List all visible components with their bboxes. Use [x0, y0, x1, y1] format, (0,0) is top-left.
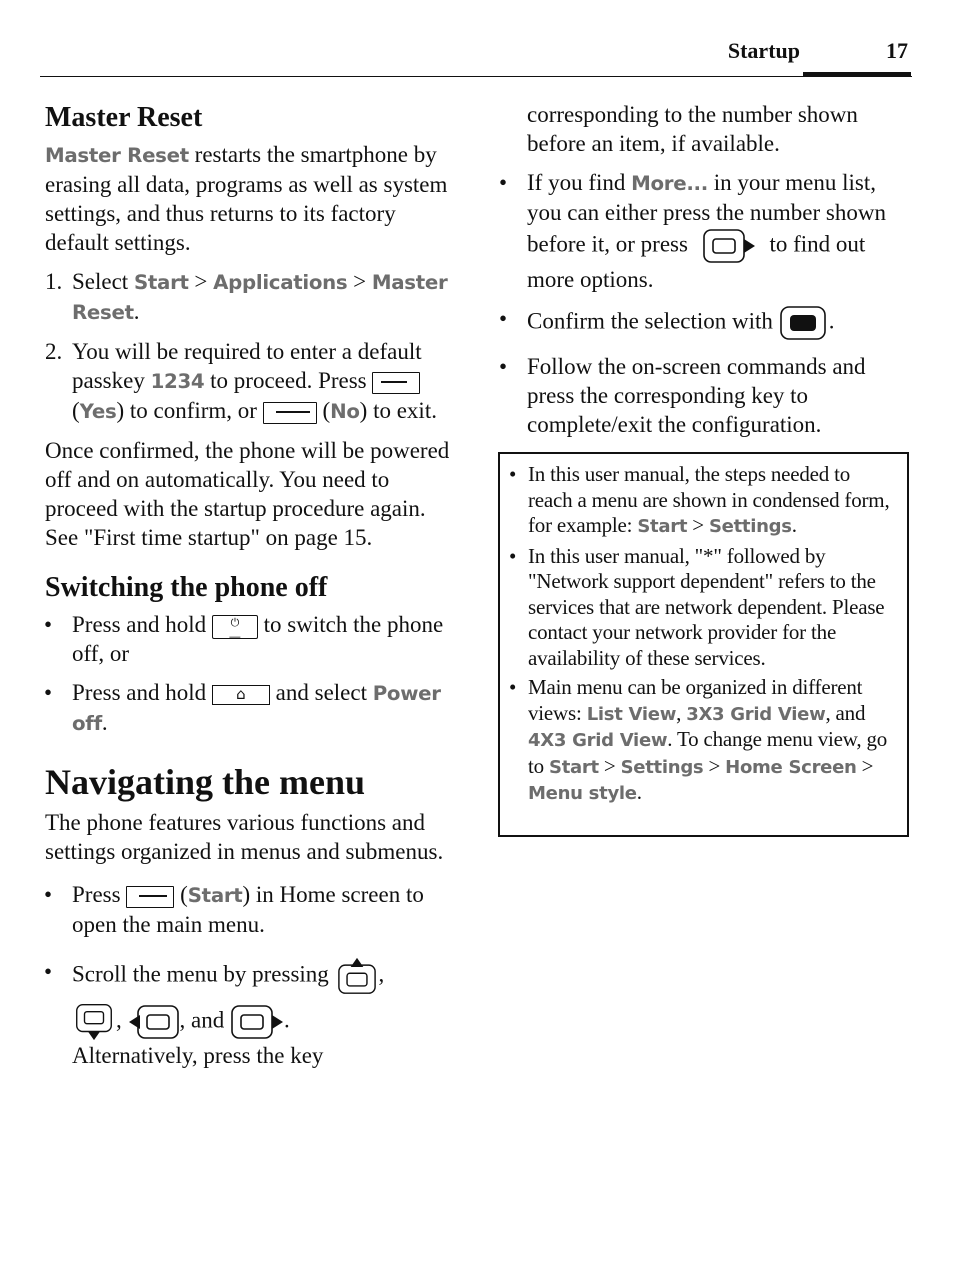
power-key-icon: ⏻ ―: [212, 615, 258, 639]
left-softkey-icon: [263, 402, 317, 424]
note-item-2: • In this user manual, "*" followed by "Network support dependent" refers to the services that are network dependent. Please contact your network provider for the availability of these services.: [509, 543, 885, 670]
note-item-3: • Main menu can be organized in different views: List View, 3X3 Grid View, and 4X3 Grid View. To change menu view, go to Start > Settings > Home Screen > Menu style.: [509, 675, 888, 804]
right-bullet-1: • If you find More... in your menu list, you can either press the number shown before it, or press to find out more options.: [499, 170, 886, 292]
header-tab-bar: [803, 72, 911, 77]
nav-right-key-icon: [230, 1003, 284, 1041]
page-number: 17: [886, 38, 908, 63]
master-reset-step-2: 2. You will be required to enter a default passkey 1234 to proceed. Press (Yes) to confirm, or (No) to exit.: [45, 339, 437, 423]
note-item-1: • In this user manual, the steps needed to reach a menu are shown in condensed form, for example: Start > Settings.: [509, 462, 890, 537]
switch-off-bullet-1: • Press and hold ⏻ ― to switch the phone off, or: [44, 612, 444, 666]
switch-off-bullet-2: • Press and hold ⌂ and select Power off.: [44, 680, 441, 735]
right-bullet-2: • Confirm the selection with .: [500, 304, 912, 342]
nav-right-key-icon: [702, 227, 756, 265]
ok-key-icon: [779, 304, 829, 342]
start-softkey-icon: [126, 886, 174, 908]
header-section-title: Startup: [727, 38, 800, 63]
right-bullet-3: • Follow the on-screen commands and press the corresponding key to complete/exit the configuration.: [499, 354, 866, 437]
header-rule: [40, 76, 912, 77]
nav-left-key-icon: [128, 1003, 180, 1041]
right-continuation-text: corresponding to the number shown before an item, if available.: [527, 102, 858, 156]
right-column: [499, 100, 912, 449]
switching-off-heading: Switching the phone off: [45, 572, 328, 603]
master-reset-step-1: 1. Select Start > Applications > Master Reset.: [45, 269, 448, 324]
right-softkey-icon: [372, 372, 420, 394]
nav-up-key-icon: [335, 957, 379, 995]
master-reset-heading: Master Reset: [45, 102, 203, 133]
navigating-menu-heading: Navigating the menu: [45, 762, 366, 802]
navigating-bullet-2: • Scroll the menu by pressing , , , and . Alternatively, press the key: [45, 957, 455, 1070]
master-reset-intro: Master Reset restarts the smartphone by erasing all data, programs as well as system settings, and thus returns to its factory default settings.: [45, 142, 448, 255]
master-reset-confirm-text: Once confirmed, the phone will be powered off and on automatically. You need to proceed with the startup procedure again. See "First time startup" on page 15.: [45, 438, 450, 550]
navigating-alternative-text: Alternatively, press the key: [72, 1043, 324, 1068]
home-key-icon: ⌂: [212, 685, 270, 705]
left-column: [45, 100, 455, 1080]
note-box: [498, 452, 909, 837]
nav-down-key-icon: [72, 1003, 116, 1041]
navigating-intro: The phone features various functions and settings organized in menus and submenus.: [45, 810, 444, 864]
navigating-bullet-1: • Press (Start) in Home screen to open the main menu.: [44, 882, 424, 937]
